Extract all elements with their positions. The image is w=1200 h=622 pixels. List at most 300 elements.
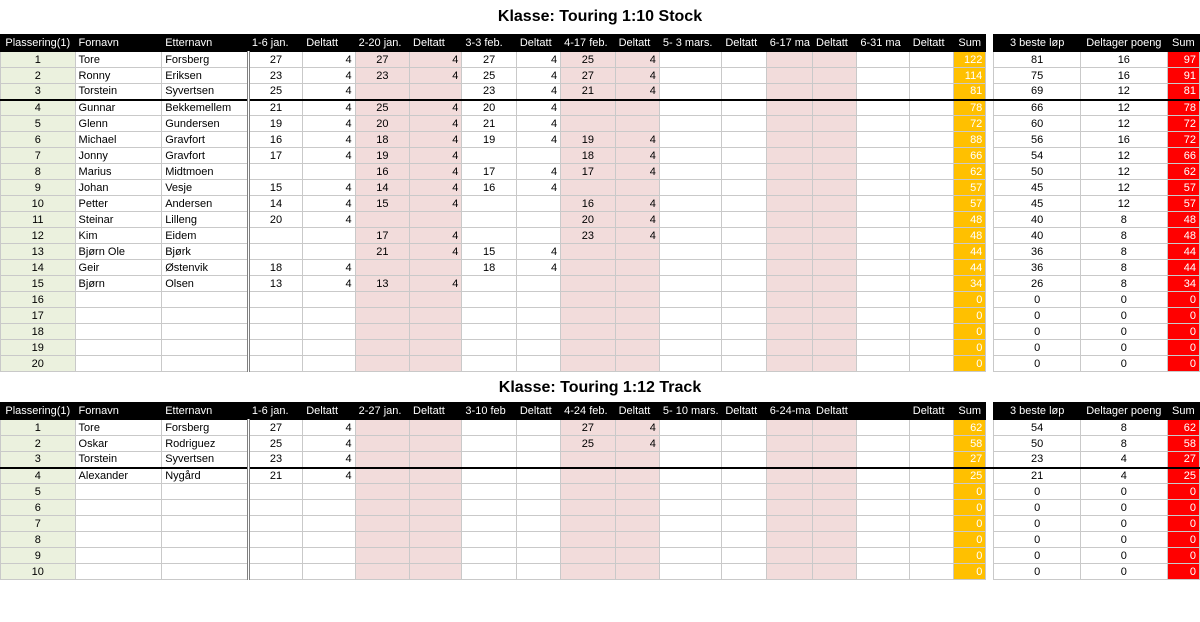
table-cell: [615, 452, 659, 468]
table-cell: 4: [303, 100, 355, 116]
table-cell: [561, 484, 615, 500]
table-cell: [516, 196, 560, 212]
table-cell: [813, 228, 857, 244]
table-cell: 12: [1081, 164, 1168, 180]
table-cell: [516, 452, 560, 468]
table-cell: [355, 84, 409, 100]
table-cell: [248, 564, 302, 580]
table-cell: 4: [410, 116, 462, 132]
table-cell: [766, 68, 812, 84]
table-cell: [615, 468, 659, 484]
table-cell: 81: [994, 52, 1081, 68]
table-cell: 16: [561, 196, 615, 212]
table-cell: [659, 228, 721, 244]
table-cell: 17: [1, 308, 76, 324]
table-cell: [355, 356, 409, 372]
table-cell: 12: [1081, 116, 1168, 132]
table-cell: [75, 548, 162, 564]
table-cell: 18: [248, 260, 302, 276]
section-title-touring-110: Klasse: Touring 1:10 Stock: [497, 8, 703, 25]
table-cell: [561, 548, 615, 564]
column-header: 5- 10 mars.: [659, 403, 721, 420]
column-header: Deltatt: [303, 35, 355, 52]
table-cell: [813, 164, 857, 180]
table-cell: [516, 148, 560, 164]
table-cell: 62: [954, 164, 986, 180]
table-cell: [462, 212, 516, 228]
table-cell: [909, 148, 953, 164]
table-cell: [75, 532, 162, 548]
table-cell: 4: [303, 180, 355, 196]
table-cell: [857, 516, 909, 532]
table-row: [1, 276, 1200, 292]
table-cell: Bjørk: [162, 244, 249, 260]
table-cell: 17: [248, 148, 302, 164]
table-cell: [857, 532, 909, 548]
table-cell: [986, 564, 994, 580]
table-cell: 12: [1081, 180, 1168, 196]
table-cell: Forsberg: [162, 420, 249, 436]
table-cell: 8: [1, 532, 76, 548]
table-cell: [813, 468, 857, 484]
table-cell: [857, 196, 909, 212]
table-cell: [986, 52, 994, 68]
table-cell: [659, 212, 721, 228]
table-cell: [659, 116, 721, 132]
table-cell: Torstein: [75, 452, 162, 468]
table-cell: [355, 324, 409, 340]
column-header: 3-10 feb: [462, 403, 516, 420]
column-header: Plassering(1): [1, 403, 76, 420]
table-cell: [248, 516, 302, 532]
table-cell: 4: [516, 116, 560, 132]
table-cell: [722, 452, 766, 468]
column-header: Deltatt: [909, 35, 953, 52]
table-cell: Johan: [75, 180, 162, 196]
table-cell: [766, 564, 812, 580]
table-cell: [766, 436, 812, 452]
table-cell: Tore: [75, 420, 162, 436]
table-cell: [410, 308, 462, 324]
table-row: [1, 164, 1200, 180]
table-cell: Eriksen: [162, 68, 249, 84]
table-cell: [462, 324, 516, 340]
table-cell: [303, 340, 355, 356]
table-cell: 0: [994, 548, 1081, 564]
table-row: [1, 84, 1200, 100]
table-cell: [813, 132, 857, 148]
column-header: Etternavn: [162, 35, 249, 52]
table-cell: 13: [355, 276, 409, 292]
table-cell: 62: [1167, 420, 1199, 436]
table-cell: [909, 564, 953, 580]
table-cell: [722, 276, 766, 292]
table-cell: [615, 324, 659, 340]
table-cell: 23: [248, 452, 302, 468]
table-cell: [561, 500, 615, 516]
table-cell: [410, 564, 462, 580]
table-cell: [162, 548, 249, 564]
table-cell: 4: [615, 196, 659, 212]
table-cell: 0: [994, 484, 1081, 500]
table-row: [1, 436, 1200, 452]
table-cell: [462, 532, 516, 548]
table-cell: [303, 308, 355, 324]
table-cell: [857, 244, 909, 260]
table-cell: [561, 324, 615, 340]
column-header: Deltatt: [615, 403, 659, 420]
table-cell: [813, 180, 857, 196]
table-cell: 69: [994, 84, 1081, 100]
table-cell: 4: [516, 100, 560, 116]
table-cell: 66: [994, 100, 1081, 116]
table-cell: 13: [1, 244, 76, 260]
table-cell: [75, 484, 162, 500]
table-cell: [248, 532, 302, 548]
table-cell: 21: [248, 100, 302, 116]
table-cell: [355, 532, 409, 548]
table-cell: [909, 180, 953, 196]
table-cell: Andersen: [162, 196, 249, 212]
table-cell: 4: [1081, 468, 1168, 484]
table-cell: 4: [615, 164, 659, 180]
table-cell: [462, 148, 516, 164]
table-cell: [162, 484, 249, 500]
table-cell: 19: [1, 340, 76, 356]
table-cell: [986, 500, 994, 516]
table-cell: 50: [994, 436, 1081, 452]
table-cell: [462, 436, 516, 452]
table-cell: [909, 436, 953, 452]
table-cell: [659, 292, 721, 308]
table-cell: [909, 292, 953, 308]
table-cell: 8: [1081, 436, 1168, 452]
table-cell: [766, 452, 812, 468]
table-cell: Bjørn Ole: [75, 244, 162, 260]
table-cell: Steinar: [75, 212, 162, 228]
table-cell: [857, 276, 909, 292]
table-cell: [303, 292, 355, 308]
table-cell: [516, 564, 560, 580]
table-cell: 0: [1167, 292, 1199, 308]
table-cell: [909, 420, 953, 436]
table-row: [1, 468, 1200, 484]
table-cell: [462, 276, 516, 292]
column-header: 4-17 feb.: [561, 35, 615, 52]
table-cell: [303, 484, 355, 500]
table-cell: 62: [954, 420, 986, 436]
table-cell: 25: [561, 52, 615, 68]
table-cell: [410, 356, 462, 372]
table-cell: [722, 196, 766, 212]
table-cell: 50: [994, 164, 1081, 180]
table-cell: [516, 340, 560, 356]
table-cell: 0: [994, 308, 1081, 324]
column-header: Deltatt: [516, 403, 560, 420]
table-cell: [857, 132, 909, 148]
column-header: Deltatt: [909, 403, 953, 420]
table-row: [1, 532, 1200, 548]
table-cell: 57: [954, 180, 986, 196]
table-cell: 21: [248, 468, 302, 484]
table-cell: [659, 132, 721, 148]
table-cell: 0: [1081, 564, 1168, 580]
table-cell: [462, 564, 516, 580]
table-cell: 114: [954, 68, 986, 84]
table-cell: [248, 500, 302, 516]
table-cell: 7: [1, 516, 76, 532]
table-cell: 26: [994, 276, 1081, 292]
table-cell: 15: [248, 180, 302, 196]
table-cell: [162, 308, 249, 324]
table-cell: 0: [994, 516, 1081, 532]
table-cell: 8: [1081, 212, 1168, 228]
column-header: 6-31 ma: [857, 35, 909, 52]
table-cell: [248, 164, 302, 180]
table-cell: [857, 100, 909, 116]
table-cell: [813, 100, 857, 116]
table-cell: [659, 148, 721, 164]
table-cell: [909, 68, 953, 84]
table-row: [1, 484, 1200, 500]
table-cell: 0: [994, 324, 1081, 340]
table-cell: [722, 564, 766, 580]
table-cell: 4: [1081, 452, 1168, 468]
table-cell: [162, 516, 249, 532]
table-cell: [857, 564, 909, 580]
table-cell: 81: [954, 84, 986, 100]
table-cell: [410, 532, 462, 548]
table-cell: [516, 324, 560, 340]
table-cell: 20: [1, 356, 76, 372]
table-cell: 0: [1081, 548, 1168, 564]
table-cell: [766, 84, 812, 100]
table-cell: 36: [994, 244, 1081, 260]
table-cell: [857, 164, 909, 180]
column-header: Deltager poeng: [1081, 35, 1168, 52]
table-cell: [410, 500, 462, 516]
table-cell: [303, 324, 355, 340]
table-cell: [462, 500, 516, 516]
table-cell: 0: [1081, 356, 1168, 372]
table-row: [1, 340, 1200, 356]
table-cell: [248, 340, 302, 356]
table-cell: 16: [1081, 52, 1168, 68]
table-cell: 12: [1081, 84, 1168, 100]
table-cell: [561, 516, 615, 532]
table-cell: [75, 500, 162, 516]
table-cell: 75: [994, 68, 1081, 84]
table-cell: [722, 468, 766, 484]
table-cell: 40: [994, 228, 1081, 244]
table-cell: [722, 548, 766, 564]
table-cell: [766, 308, 812, 324]
table-cell: [766, 52, 812, 68]
table-cell: [857, 340, 909, 356]
table-cell: 4: [615, 436, 659, 452]
table-cell: [986, 196, 994, 212]
table-cell: [986, 468, 994, 484]
table-cell: [410, 260, 462, 276]
table-cell: 21: [462, 116, 516, 132]
table-cell: 36: [994, 260, 1081, 276]
table-cell: [766, 100, 812, 116]
table-cell: [659, 532, 721, 548]
table-cell: [722, 164, 766, 180]
table-cell: 10: [1, 564, 76, 580]
table-cell: [857, 68, 909, 84]
table-cell: [561, 356, 615, 372]
table-cell: [561, 244, 615, 260]
table-cell: [615, 276, 659, 292]
table-cell: 44: [1167, 260, 1199, 276]
table-cell: 7: [1, 148, 76, 164]
table-cell: 9: [1, 548, 76, 564]
table-cell: 1: [1, 52, 76, 68]
table-cell: 0: [1167, 356, 1199, 372]
table-cell: [909, 228, 953, 244]
table-cell: Geir: [75, 260, 162, 276]
table-cell: 4: [303, 132, 355, 148]
table-cell: Alexander: [75, 468, 162, 484]
table-cell: [355, 420, 409, 436]
table-cell: 27: [462, 52, 516, 68]
table-cell: 0: [1167, 500, 1199, 516]
table-cell: [813, 276, 857, 292]
table-row: [1, 212, 1200, 228]
table-cell: [986, 180, 994, 196]
table-cell: 1: [1, 420, 76, 436]
table-cell: 14: [248, 196, 302, 212]
table-row: [1, 196, 1200, 212]
table-cell: 0: [954, 292, 986, 308]
table-cell: 0: [954, 564, 986, 580]
table-cell: 16: [248, 132, 302, 148]
table-cell: 4: [516, 52, 560, 68]
table-cell: [766, 260, 812, 276]
table-cell: [766, 212, 812, 228]
table-cell: 14: [1, 260, 76, 276]
table-cell: [857, 212, 909, 228]
table-row: [1, 244, 1200, 260]
column-header: Etternavn: [162, 403, 249, 420]
table-cell: 20: [355, 116, 409, 132]
table-cell: [462, 484, 516, 500]
table-cell: [986, 84, 994, 100]
column-header: 1-6 jan.: [248, 403, 302, 420]
table-cell: [410, 484, 462, 500]
table-cell: [462, 196, 516, 212]
table-cell: 0: [1081, 500, 1168, 516]
table-cell: [248, 484, 302, 500]
table-cell: [561, 100, 615, 116]
table-cell: [857, 228, 909, 244]
table-cell: [516, 516, 560, 532]
table-cell: [355, 484, 409, 500]
table-cell: [986, 324, 994, 340]
table-cell: 27: [954, 452, 986, 468]
table-cell: 20: [248, 212, 302, 228]
table-cell: 4: [303, 436, 355, 452]
table-cell: [857, 548, 909, 564]
table-cell: [516, 532, 560, 548]
table-cell: [909, 468, 953, 484]
table-cell: 25: [248, 436, 302, 452]
table-cell: 66: [954, 148, 986, 164]
table-cell: 0: [954, 548, 986, 564]
table-row: [1, 292, 1200, 308]
table-cell: 27: [561, 420, 615, 436]
table-cell: 0: [994, 532, 1081, 548]
table-row: [1, 500, 1200, 516]
table-cell: 13: [248, 276, 302, 292]
table-cell: [615, 484, 659, 500]
table-cell: 6: [1, 500, 76, 516]
table-cell: [722, 420, 766, 436]
table-cell: Bekkemellem: [162, 100, 249, 116]
table-cell: 0: [1081, 340, 1168, 356]
table-cell: [75, 516, 162, 532]
table-row: [1, 324, 1200, 340]
table-cell: Kim: [75, 228, 162, 244]
table-cell: 72: [1167, 132, 1199, 148]
table-cell: [659, 276, 721, 292]
table-cell: [766, 356, 812, 372]
column-header: Deltatt: [410, 35, 462, 52]
column-header: Sum: [954, 35, 986, 52]
table-cell: 15: [355, 196, 409, 212]
table-cell: [516, 420, 560, 436]
table-cell: [986, 148, 994, 164]
table-cell: [986, 212, 994, 228]
table-cell: 4: [615, 148, 659, 164]
table-cell: [722, 116, 766, 132]
table-cell: 4: [410, 68, 462, 84]
table-cell: Syvertsen: [162, 452, 249, 468]
table-row: [1, 564, 1200, 580]
table-cell: 91: [1167, 68, 1199, 84]
table-cell: [766, 468, 812, 484]
table-cell: 4: [615, 420, 659, 436]
column-header: 6-17 ma: [766, 35, 812, 52]
table-cell: [722, 100, 766, 116]
table-cell: 57: [954, 196, 986, 212]
table-cell: 8: [1, 164, 76, 180]
table-cell: [986, 116, 994, 132]
table-cell: [813, 148, 857, 164]
table-cell: [813, 420, 857, 436]
column-header: Deltatt: [516, 35, 560, 52]
table-cell: 4: [303, 212, 355, 228]
table-row: [1, 548, 1200, 564]
table-cell: 18: [355, 132, 409, 148]
table-cell: 0: [1167, 532, 1199, 548]
table-cell: 66: [1167, 148, 1199, 164]
table-cell: [986, 340, 994, 356]
table-cell: [303, 516, 355, 532]
table-cell: [516, 292, 560, 308]
table-cell: [462, 292, 516, 308]
table-cell: Midtmoen: [162, 164, 249, 180]
table-cell: 0: [1167, 516, 1199, 532]
table-cell: Lilleng: [162, 212, 249, 228]
table-cell: [909, 212, 953, 228]
table-cell: 25: [1167, 468, 1199, 484]
table-cell: [659, 84, 721, 100]
table-cell: 45: [994, 180, 1081, 196]
table-cell: [561, 180, 615, 196]
table-cell: 27: [561, 68, 615, 84]
